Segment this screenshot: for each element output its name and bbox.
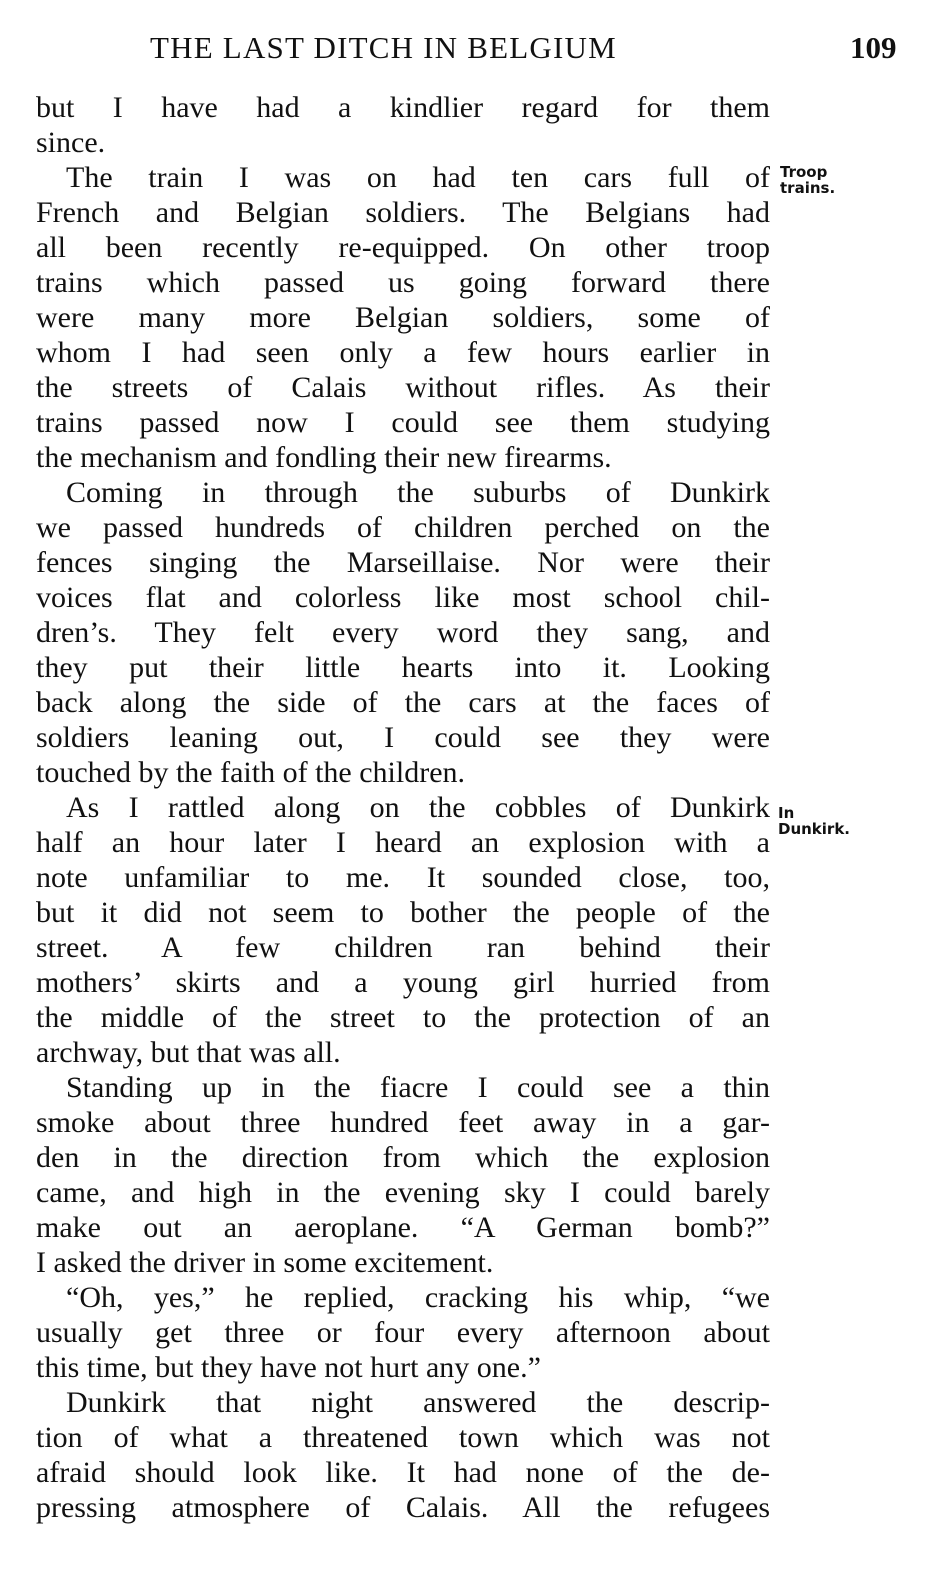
running-head-title: THE LAST DITCH IN BELGIUM	[150, 30, 617, 65]
text-line: they put their little hearts into it. Looking	[36, 651, 770, 684]
paragraph-7	[36, 1385, 770, 1525]
text-line: “Oh, yes,” he replied, cracking his whip, “we	[66, 1281, 770, 1314]
text-line: all been recently re-equipped. On other troop	[36, 231, 770, 264]
paragraph-3	[36, 475, 770, 790]
text-line: Dunkirk that night answered the descrip-	[66, 1386, 770, 1419]
text-line: tion of what a threatened town which was not	[36, 1421, 770, 1454]
margin-note-line: In	[778, 804, 795, 822]
text-line: pressing atmosphere of Calais. All the refugees	[36, 1491, 770, 1524]
margin-note-line: trains.	[780, 179, 836, 197]
text-line: but it did not seem to bother the people of the	[36, 896, 770, 929]
text-line: den in the direction from which the explosion	[36, 1141, 770, 1174]
text-line: I asked the driver in some excitement.	[36, 1246, 494, 1279]
text-line: back along the side of the cars at the faces of	[36, 686, 770, 719]
text-line: the middle of the street to the protection of an	[36, 1001, 770, 1034]
paragraph-6	[36, 1280, 770, 1385]
text-line: As I rattled along on the cobbles of Dunkirk	[66, 791, 770, 824]
page-number: 109	[850, 30, 897, 65]
text-line: trains passed now I could see them studying	[36, 406, 770, 439]
text-line: we passed hundreds of children perched on the	[36, 511, 770, 544]
text-line: smoke about three hundred feet away in a gar-	[36, 1106, 770, 1139]
margin-note-in-dunkirk	[778, 805, 850, 837]
text-line: afraid should look like. It had none of the de-	[36, 1456, 770, 1489]
margin-note-troop-trains	[780, 164, 835, 196]
paragraph-2	[36, 160, 770, 475]
body-text	[36, 90, 770, 1525]
text-line: The train I was on had ten cars full of	[66, 161, 770, 194]
text-line: the mechanism and fondling their new firearms.	[36, 441, 612, 474]
text-line: soldiers leaning out, I could see they were	[36, 721, 770, 754]
text-line: whom I had seen only a few hours earlier in	[36, 336, 770, 369]
text-line: came, and high in the evening sky I could barely	[36, 1176, 770, 1209]
text-line: archway, but that was all.	[36, 1036, 341, 1069]
text-line: touched by the faith of the children.	[36, 756, 466, 789]
paragraph-4	[36, 790, 770, 1070]
text-line: French and Belgian soldiers. The Belgians had	[36, 196, 770, 229]
text-line: make out an aeroplane. “A German bomb?”	[36, 1211, 770, 1244]
margin-note-line: Dunkirk.	[778, 820, 850, 838]
text-line: street. A few children ran behind their	[36, 931, 770, 964]
text-line: the streets of Calais without rifles. As their	[36, 371, 770, 404]
text-line: voices flat and colorless like most school chil-	[36, 581, 770, 614]
text-line: mothers’ skirts and a young girl hurried from	[36, 966, 770, 999]
text-line: Coming in through the suburbs of Dunkirk	[66, 476, 770, 509]
text-line: Standing up in the fiacre I could see a thin	[66, 1071, 770, 1104]
margin-note-line: Troop	[780, 163, 828, 181]
text-line: but I have had a kindlier regard for them	[36, 91, 770, 124]
text-line: fences singing the Marseillaise. Nor were their	[36, 546, 770, 579]
text-line: since.	[36, 126, 106, 159]
text-line: half an hour later I heard an explosion with a	[36, 826, 770, 859]
text-line: usually get three or four every afternoon about	[36, 1316, 770, 1349]
text-line: note unfamiliar to me. It sounded close, too,	[36, 861, 770, 894]
text-line: dren’s. They felt every word they sang, and	[36, 616, 770, 649]
text-line: this time, but they have not hurt any one.”	[36, 1351, 541, 1384]
text-line: were many more Belgian soldiers, some of	[36, 301, 770, 334]
paragraph-5	[36, 1070, 770, 1280]
text-line: trains which passed us going forward there	[36, 266, 770, 299]
paragraph-1	[36, 90, 770, 160]
